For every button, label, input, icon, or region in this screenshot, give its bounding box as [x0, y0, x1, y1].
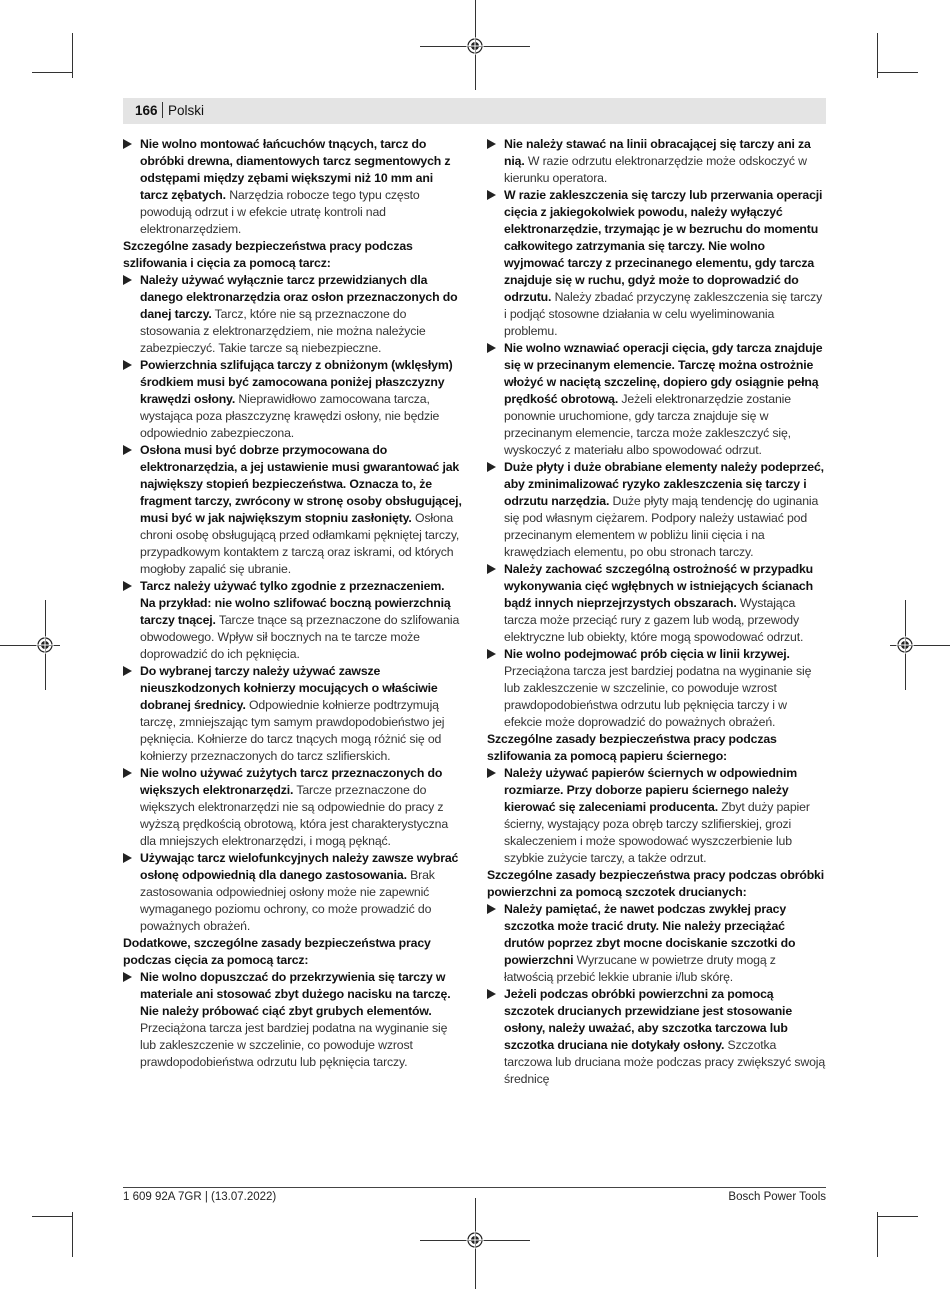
safety-item-explanation: Zbyt duży papier ścierny, wystający poza obręb tarczy szlifierskiej, grozi skaleczeniem i może spowodować wyszczerbienie lub szybkie zużycie tarczy, a także odrzut.	[504, 800, 810, 865]
safety-item	[123, 850, 462, 935]
safety-item	[123, 272, 462, 357]
safety-item-explanation: Przeciążona tarcza jest bardziej podatna na wyginanie się lub zakleszczenie w szczelinie, co powoduje wzrost prawdopodobieństwa odrzutu lub pęknięcia tarczy.	[140, 1021, 448, 1069]
safety-item	[487, 646, 826, 731]
triangle-bullet-icon	[487, 989, 496, 999]
triangle-bullet-icon	[487, 649, 496, 659]
safety-item-explanation: Brak zastosowania odpowiedniej osłony może nie zapewnić wymaganego poziomu ochrony, co może prowadzić do poważnych obrażeń.	[140, 868, 435, 933]
triangle-bullet-icon	[487, 904, 496, 914]
triangle-bullet-icon	[123, 275, 132, 285]
safety-item	[487, 340, 826, 459]
triangle-bullet-icon	[123, 360, 132, 370]
registration-target-icon	[36, 636, 54, 654]
safety-item-instruction: Nie wolno używać zużytych tarcz przeznaczonych do większych elektronarzędzi.	[140, 766, 443, 797]
section-heading: Szczególne zasady bezpieczeństwa pracy podczas szlifowania i cięcia za pomocą tarcz:	[123, 239, 413, 270]
safety-item-instruction: Używając tarcz wielofunkcyjnych należy zawsze wybrać osłonę odpowiednią dla danego zastosowania.	[140, 851, 459, 882]
safety-item-explanation: Duże płyty mają tendencję do uginania się pod własnym ciężarem. Podpory należy ustawiać pod przecinanym elementem w pobliżu linii cięcia i na krawędziach elementu, po obu stronach tarczy.	[504, 494, 819, 559]
safety-item-instruction: Jeżeli podczas obróbki powierzchni za pomocą szczotek drucianych przewidziane jest stosowanie osłony, należy uważać, aby szczotka tarczowa lub szczotka druciana nie dotykały osłony.	[504, 987, 793, 1052]
safety-item	[123, 357, 462, 442]
safety-item-instruction: Należy zachować szczególną ostrożność w przypadku wykonywania cięć wgłębnych w istniejących ścianach bądź innych nieprzejrzystych obszarach.	[504, 562, 814, 610]
document-id: 1 609 92A 7GR | (13.07.2022)	[123, 1191, 277, 1203]
registration-target-icon	[896, 636, 914, 654]
safety-item	[123, 578, 462, 663]
registration-target-icon	[466, 1231, 484, 1249]
safety-item-explanation: Szczotka tarczowa lub druciana może podczas pracy zwiększyć swoją średnicę	[504, 1038, 826, 1086]
crop-mark	[877, 1212, 878, 1257]
footer-divider	[123, 1187, 826, 1188]
safety-item	[487, 136, 826, 187]
safety-item-explanation: Narzędzia robocze tego typu często powodują odrzut i w efekcie utratę kontroli nad elektronarzędziem.	[140, 188, 420, 236]
triangle-bullet-icon	[487, 139, 496, 149]
crop-mark	[32, 72, 72, 73]
safety-item	[487, 187, 826, 340]
safety-item-explanation: Jeżeli elektronarzędzie zostanie ponownie uruchomione, gdy tarcza znajduje się w przecinanym elemencie, tarcza może zakleszczyć się, wyskoczyć z materiału albo spowodować odrzut.	[504, 392, 791, 457]
safety-item-instruction: Należy używać wyłącznie tarcz przewidzianych dla danego elektronarzędzia oraz osłon przeznaczonych do danej tarczy.	[140, 273, 458, 321]
safety-item	[123, 969, 462, 1071]
triangle-bullet-icon	[123, 581, 132, 591]
safety-item-instruction: Powierzchnia szlifująca tarczy z obniżonym (wklęsłym) środkiem musi być zamocowana poniżej płaszczyzny krawędzi osłony.	[140, 358, 453, 406]
crop-mark	[878, 72, 918, 73]
brand-name: Bosch Power Tools	[728, 1191, 826, 1203]
triangle-bullet-icon	[487, 768, 496, 778]
language-label: Polski	[168, 103, 205, 118]
section-heading: Szczególne zasady bezpieczeństwa pracy podczas szlifowania za pomocą papieru ściernego:	[487, 732, 777, 763]
triangle-bullet-icon	[123, 972, 132, 982]
safety-item-instruction: Tarcz należy używać tylko zgodnie z przeznaczeniem. Na przykład: nie wolno szlifować boczną powierzchnią tarczy tnącej.	[140, 579, 451, 627]
crop-mark	[32, 1216, 72, 1217]
safety-item-instruction: Nie wolno dopuszczać do przekrzywienia się tarczy w materiale ani stosować zbyt dużego nacisku na tarczę. Nie należy próbować ciąć zbyt grubych elementów.	[140, 970, 451, 1018]
crop-mark	[72, 1212, 73, 1257]
safety-item-explanation: Tarcze przeznaczone do większych elektronarzędzi nie są odpowiednie do pracy z wyższą prędkością obrotową, która jest charakterystyczna dla mniejszych elektronarzędzi, i mogą pęknąć.	[140, 783, 449, 848]
safety-item-explanation: Należy zbadać przyczynę zakleszczenia się tarczy i podjąć stosowne działania w celu wyeliminowania problemu.	[504, 290, 823, 338]
safety-item-instruction: Nie wolno wznawiać operacji cięcia, gdy tarcza znajduje się w przecinanym elemencie. Tarczę można ostrożnie włożyć w naciętą szczelinę, dopiero gdy osiągnie pełną prędkość obrotową.	[504, 341, 823, 406]
registration-target-icon	[466, 37, 484, 55]
safety-item-explanation: Wystająca tarcza może przeciąć rury z gazem lub wodą, przewody elektryczne lub obiekty, które mogą spowodować odrzut.	[504, 596, 804, 644]
safety-item	[487, 561, 826, 646]
safety-item	[123, 765, 462, 850]
safety-item	[123, 136, 462, 238]
safety-item-instruction: Należy pamiętać, że nawet podczas zwykłej pracy szczotka może tracić druty. Nie należy przeciążać drutów poprzez zbyt mocne dociskanie szczotki do powierzchni	[504, 902, 796, 967]
safety-item-explanation: Tarcze tnące są przeznaczone do szlifowania obwodowego. Wpływ sił bocznych na te tarcze może doprowadzić do ich pęknięcia.	[140, 613, 460, 661]
safety-item-instruction: Nie należy stawać na linii obracającej się tarczy ani za nią.	[504, 137, 811, 168]
safety-item-explanation: Przeciążona tarcza jest bardziej podatna na wyginanie się lub zakleszczenie w szczelinie, co powoduje wzrost prawdopodobieństwa odrzutu lub pęknięcia tarczy i w efekcie może doprowadzić do poważnych obrażeń.	[504, 664, 812, 729]
safety-item	[487, 986, 826, 1088]
triangle-bullet-icon	[487, 343, 496, 353]
triangle-bullet-icon	[123, 853, 132, 863]
safety-item-instruction: W razie zakleszczenia się tarczy lub przerwania operacji cięcia z jakiegokolwiek powodu, należy wyłączyć elektronarzędzie, trzymając je w bezruchu do momentu całkowitego zatrzymania się tarczy. Nie wolno wyjmować tarczy z przecinanego elementu, gdy tarcza znajduje się w ruchu, gdyż może to doprowadzić do odrzutu.	[504, 188, 823, 304]
triangle-bullet-icon	[487, 190, 496, 200]
safety-item-explanation: Odpowiednie kołnierze podtrzymują tarczę, zmniejszając tym samym prawdopodobieństwo jej pęknięcia. Kołnierze do tarcz tnących mogą różnić się od kołnierzy przeznaczonych do tarcz szlifierskich.	[140, 698, 445, 763]
safety-item-explanation: Tarcz, które nie są przeznaczone do stosowania z elektronarzędziem, nie można należycie zabezpieczyć. Takie tarcze są niebezpieczne.	[140, 307, 426, 355]
safety-item	[487, 459, 826, 561]
safety-item-instruction: Osłona musi być dobrze przymocowana do elektronarzędzia, a jej ustawienie musi gwarantować jak największy stopień bezpieczeństwa. Oznacza to, że fragment tarczy, zwrócony w stronę osoby obsługującej, musi być w jak największym stopniu zasłonięty.	[140, 443, 462, 525]
safety-item	[123, 442, 462, 578]
safety-item-explanation: W razie odrzutu elektronarzędzie może odskoczyć w kierunku operatora.	[504, 154, 807, 185]
safety-item-explanation: Nieprawidłowo zamocowana tarcza, wystająca poza płaszczyznę krawędzi osłony, nie będzie odpowiednio zabezpieczona.	[140, 392, 440, 440]
section-heading: Szczególne zasady bezpieczeństwa pracy podczas obróbki powierzchni za pomocą szczotek drucianych:	[487, 868, 825, 899]
right-column	[487, 136, 826, 1088]
safety-item-explanation: Osłona chroni osobę obsługującą przed odłamkami pękniętej tarczy, przypadkowym kontaktem z tarczą oraz iskrami, od których mogłoby zapalić się ubranie.	[140, 511, 460, 576]
triangle-bullet-icon	[123, 445, 132, 455]
left-column	[123, 136, 462, 1071]
crop-mark	[878, 1216, 918, 1217]
safety-item	[487, 765, 826, 867]
triangle-bullet-icon	[487, 462, 496, 472]
triangle-bullet-icon	[123, 666, 132, 676]
safety-item	[123, 663, 462, 765]
triangle-bullet-icon	[487, 564, 496, 574]
page-header	[123, 98, 826, 124]
page-number: 166	[135, 103, 158, 118]
safety-item-instruction: Należy używać papierów ściernych w odpowiednim rozmiarze. Przy doborze papieru ściernego należy kierować się zaleceniami producenta.	[504, 766, 798, 814]
header-divider	[162, 102, 163, 118]
section-heading: Dodatkowe, szczególne zasady bezpieczeństwa pracy podczas cięcia za pomocą tarcz:	[123, 936, 431, 967]
crop-mark	[72, 33, 73, 78]
safety-item-instruction: Nie wolno podejmować prób cięcia w linii krzywej.	[504, 647, 790, 661]
safety-item-instruction: Nie wolno montować łańcuchów tnących, tarcz do obróbki drewna, diamentowych tarcz segmentowych z odstępami między zębami większymi niż 10 mm ani tarcz zębatych.	[140, 137, 451, 202]
safety-item-instruction: Duże płyty i duże obrabiane elementy należy podeprzeć, aby zminimalizować ryzyko zakleszczenia się tarczy i odrzutu narzędzia.	[504, 460, 824, 508]
safety-item-explanation: Wyrzucane w powietrze druty mogą z łatwością przebić lekkie ubranie i/lub skórę.	[504, 953, 776, 984]
safety-item	[487, 901, 826, 986]
triangle-bullet-icon	[123, 768, 132, 778]
safety-item-instruction: Do wybranej tarczy należy używać zawsze nieuszkodzonych kołnierzy mocujących o właściwie dobranej średnicy.	[140, 664, 438, 712]
triangle-bullet-icon	[123, 139, 132, 149]
